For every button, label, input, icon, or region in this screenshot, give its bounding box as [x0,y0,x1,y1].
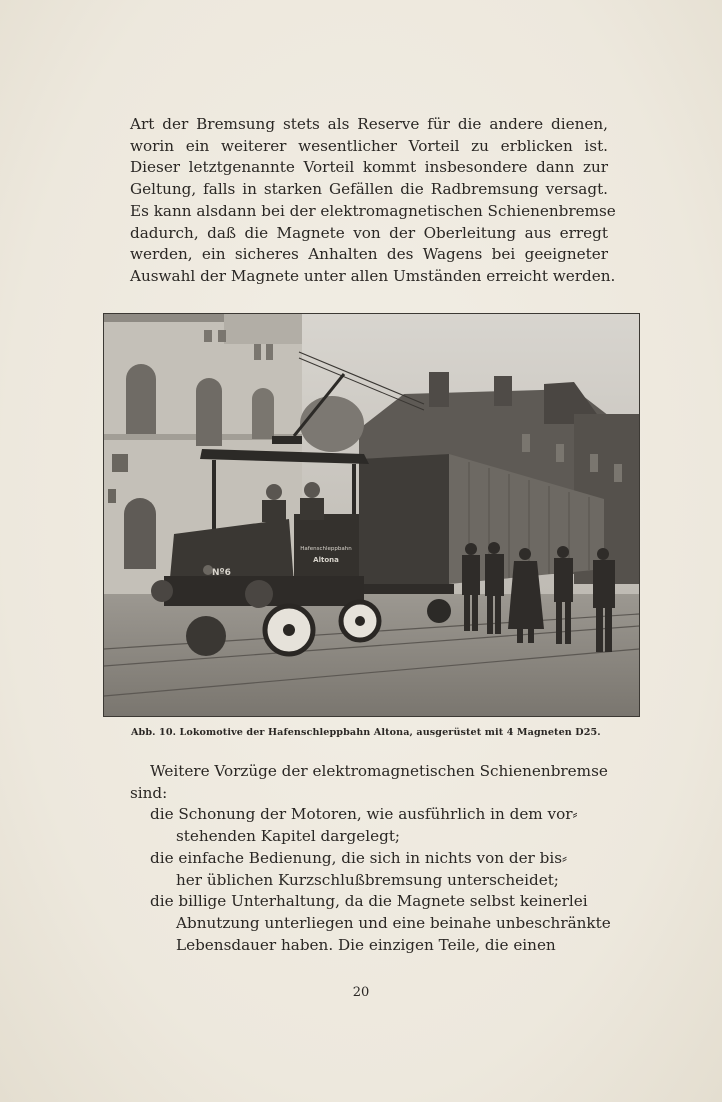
loco-sign-line2: Altona [313,556,339,564]
list-item-line: die billige Unterhaltung, da die Magnete selbst keinerlei [150,892,588,911]
loco-sign-line1: Hafenschleppbahn [300,546,352,552]
list-item-line: die Schonung der Motoren, wie ausführlich in dem vor⸗ [150,805,578,824]
text-line: worin ein weiterer wesentlicher Vorteil zu erblicken ist. [130,136,608,155]
text-line: sind: [130,783,168,802]
locomotive-photo [103,313,640,717]
paragraph-bottom [130,761,612,956]
page-number: 20 [352,985,370,1000]
list-item-line: her üblichen Kurzschlußbremsung unterscheidet; [176,870,559,889]
list-item-line: Abnutzung unterliegen und eine beinahe unbeschränkte [176,913,611,932]
text-line: dadurch, daß die Magnete von der Oberleitung aus erregt [130,223,608,242]
photo-illustration [104,314,639,716]
loco-number: Nº6 [212,568,231,578]
text-line: Geltung, falls in starken Gefällen die Radbremsung versagt. [130,180,608,199]
list-item-line: Lebensdauer haben. Die einzigen Teile, die einen [176,935,556,954]
text-line: werden, ein sicheres Anhalten des Wagens bei geeigneter [130,245,608,264]
figure-caption: Abb. 10. Lokomotive der Hafenschleppbahn Altona, ausgerüstet mit 4 Magneten D25. [131,727,601,738]
text-line: Auswahl der Magnete unter allen Umständen erreicht werden. [130,266,616,285]
text-line: Dieser letztgenannte Vorteil kommt insbesondere dann zur [130,158,608,177]
text-line: Art der Bremsung stets als Reserve für die andere dienen, [130,115,608,133]
paragraph-top [130,114,616,288]
list-item-line: die einfache Bedienung, die sich in nichts von der bis⸗ [150,848,568,867]
text-line: Es kann alsdann bei der elektromagnetischen Schienenbremse [130,201,616,220]
text-line: Weitere Vorzüge der elektromagnetischen Schienenbremse [150,762,608,780]
list-item-line: stehenden Kapitel dargelegt; [176,827,401,846]
